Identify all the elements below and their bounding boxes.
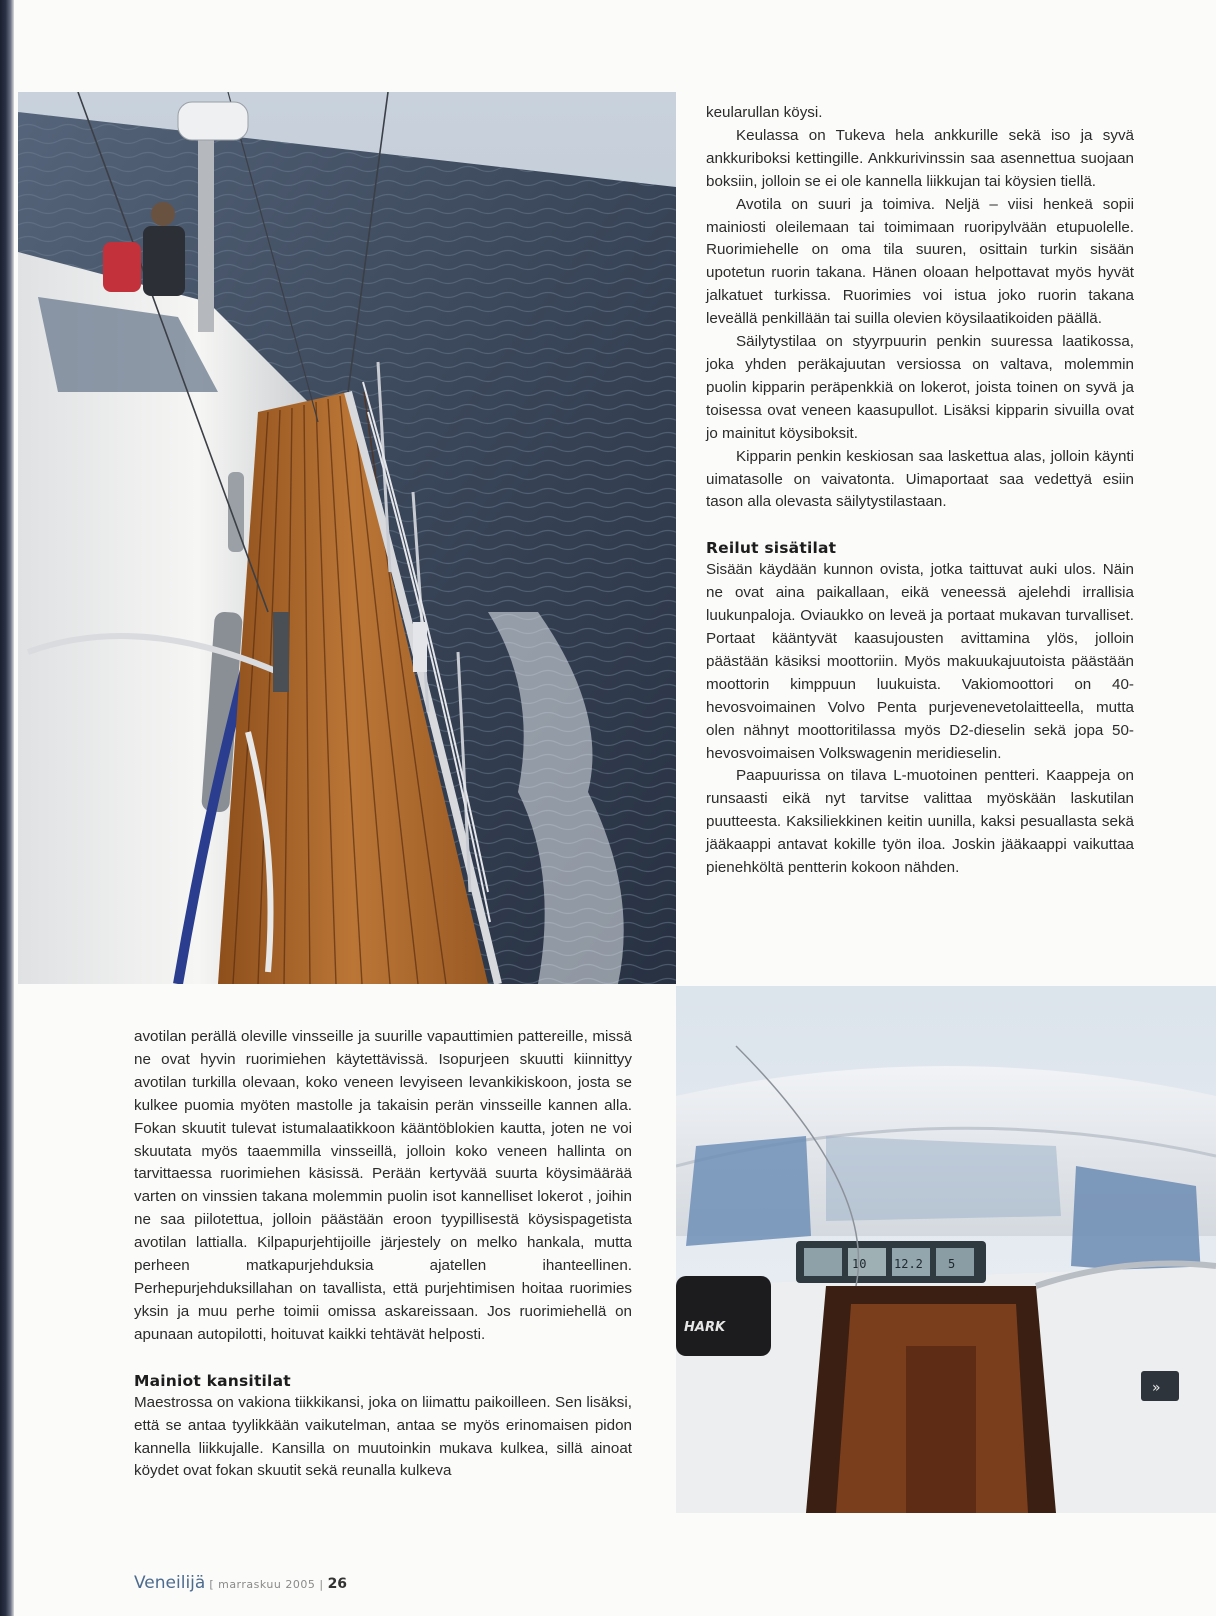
- instrument-readout-1: 10: [852, 1257, 867, 1271]
- cockpit-instruments-photo: [676, 986, 1216, 1513]
- body-paragraph: Keulassa on Tukeva hela ankkurille sekä iso ja syvä ankkuriboksi kettingille. Ankkurivinssin saa asennettua suojaan boksiin, jolloin se ei ole kannella liikkujan tai köysien tiellä.: [706, 126, 1134, 190]
- body-paragraph: Sisään käydään kunnon ovista, jotka taittuvat auki ulos. Näin ne ovat aina paikallaan, eikä veneessä ajelehdi irrallisia luukunpaloja. Oviaukko on leveä ja portaat mukavan turvalliset. Portaat kääntyvät kaasujousten avittamina ylös, jolloin päästään käsiksi moottoriin. Myös makuukajuutoista päästään moottorin kimppuun luukuista. Vakiomoottori on 40-hevosvoimainen Volvo Penta purjevenevetolaitteella, mutta olen nähnyt moottoritilassa myös D2-dieselin sekä jopa 50-hevosvoimaisen Volkswagenin meridieselin.: [706, 561, 1134, 762]
- instrument-readout-3: 5: [948, 1257, 956, 1271]
- left-text-column: [134, 1026, 632, 1483]
- brand-fragment: HARK: [684, 1320, 726, 1335]
- right-text-column: [706, 102, 1134, 880]
- body-paragraph: Avotila on suuri ja toimiva. Neljä – viisi henkeä sopii mainiosti oleilemaan tai toimimaan ruoripylvään etupuolelle. Ruorimiehelle on oma tila suuren, osittain turkin sisään upotetun ruorin takana. Hänen oloaan helpottavat myös hyvät jalkatuet turkissa. Ruorimies voi istua joko ruorin takana leveällä penkillään tai suilla olevien köysilaatikoiden päällä.: [706, 195, 1134, 328]
- page-edge-binding: [0, 0, 14, 1616]
- svg-text:»: »: [1152, 1380, 1161, 1396]
- page-footer: [134, 1573, 347, 1593]
- body-paragraph: Kipparin penkin keskiosan saa laskettua alas, jolloin käynti uimatasolle on vaivatonta. Uimaportaat saa vedettyä esiin tason alla olevasta säilytystilastaan.: [706, 447, 1134, 511]
- body-paragraph: keularullan köysi.: [706, 104, 823, 121]
- instrument-readout-2: 12.2: [894, 1257, 923, 1271]
- magazine-name: Veneilijä: [134, 1573, 206, 1593]
- section-heading-interior: Reilut sisätilat: [706, 539, 837, 558]
- section-heading-deck: Mainiot kansitilat: [134, 1371, 291, 1390]
- sailboat-deck-photo: [18, 92, 676, 984]
- body-paragraph: avotilan perällä oleville vinsseille ja suurille vapauttimien pattereille, missä ne ovat hyvin ruorimiehen käytettävissä. Isopurjeen skuutti kiinnittyy avotilan turkilla olevaan, koko veneen levyiseen levankikiskoon, josta se kulkee puomia myöten mastolle ja takaisin perän vinsseille kannen alla. Fokan skuutit tulevat istumalaatikkoon kääntöblokien kautta, joten ne voi skuutata myös taaemmilla vinsseillä, jolloin koko veneen hallinta on tarvittaessa ruorimiehen käsissä. Perään kertyvää suurta köysimäärää varten on vinssien takana molemmin puolin isot kannelliset lokerot , joihin ne saa piilotettua, jolloin päästään eroon tyypillisestä köysispagetista avotilan lattialla. Kilpapurjehtijoille järjestely on melko hankala, mutta perheen matkapurjehduksia ajatellen ihanteellinen. Perhepurjehduksillahan on tavallista, että purjehtimisen hoitaa ruorimies yksin ja muu perhe toimii omissa askareissaan. Jos ruorimiehellä on apunaan autopilotti, hoituvat kaikki tehtävät helposti.: [134, 1028, 632, 1343]
- body-paragraph: Paapuurissa on tilava L-muotoinen pentteri. Kaappeja on runsaasti eikä nyt tarvitse valittaa myöskään laskutilan puutteesta. Kaksiliekkinen keitin uunilla, kaksi pesuallasta sekä jääkaappi antavat kokille työn iloa. Joskin jääkaappi vaikuttaa pienehköltä pentterin kokoon nähden.: [706, 767, 1134, 877]
- page-number: 26: [327, 1576, 348, 1592]
- issue-date: [ marraskuu 2005 |: [209, 1578, 324, 1591]
- body-paragraph: Maestrossa on vakiona tiikkikansi, joka on liimattu paikoilleen. Sen lisäksi, että se antaa tyylikkään vaikutelman, antaa se myös erinomaisen pidon kannella liikkujalle. Kansilla on muutoinkin mukava kulkea, sillä ainoat köydet ovat fokan skuutit sekä reunalla kulkeva: [134, 1393, 632, 1480]
- body-paragraph: Säilytystilaa on styyrpuurin penkin suuressa laatikossa, joka yhden peräkajuutan versiossa on valtava, molemmin puolin kipparin peräpenkkiä on lokerot, joista toinen on syvä ja toisessa ovat veneen kaasupullot. Lisäksi kipparin sivuilla ovat jo mainitut köysiboksit.: [706, 333, 1134, 442]
